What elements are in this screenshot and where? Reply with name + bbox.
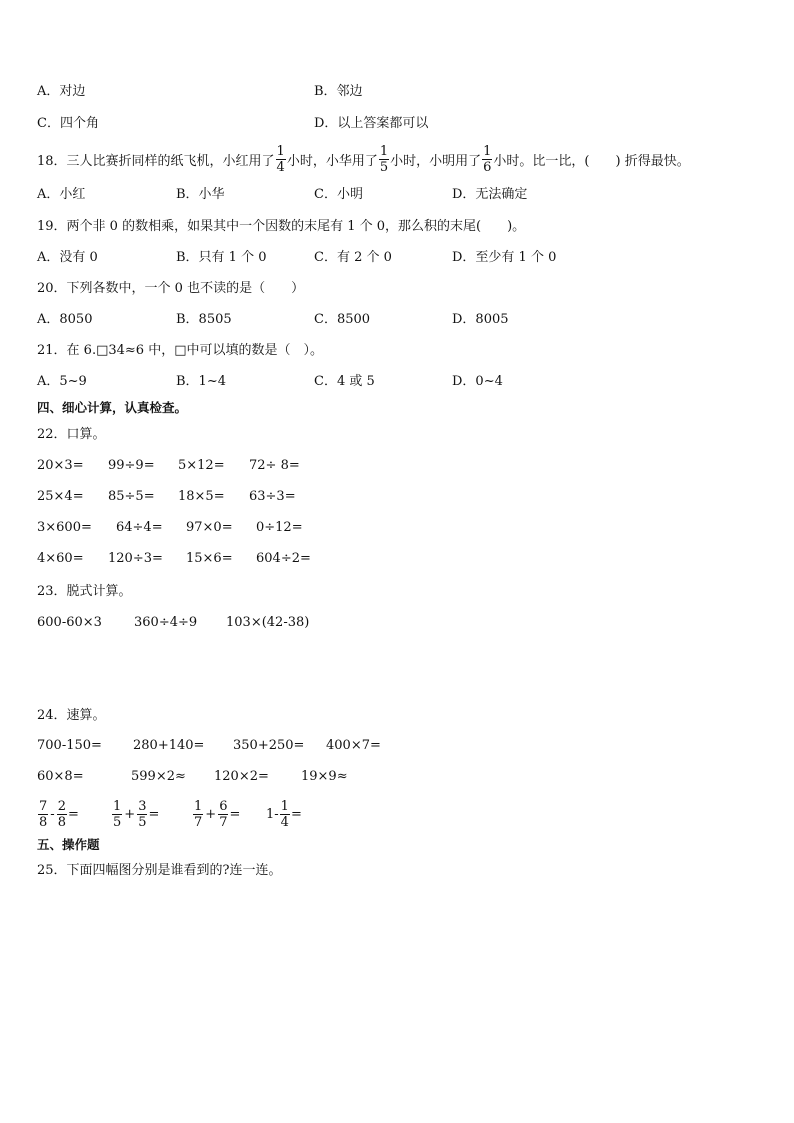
q22-r2-c4: 63÷3= (249, 489, 296, 504)
q20-option-d: D．8005 (452, 312, 509, 327)
q22-r1-c4: 72÷ 8= (249, 458, 300, 473)
q24-r2-c2: 599×2≈ (131, 769, 186, 784)
q24-fraction-2: $\frac{1}{5}$ + $\frac{3}{5}$ = (113, 798, 160, 830)
q18-option-a: A．小红 (37, 187, 86, 202)
q22-r3-c3: 97×0= (186, 520, 233, 535)
q19-option-c: C．有 2 个 0 (314, 250, 392, 265)
q22-r3-c4: 0÷12= (256, 520, 303, 535)
q24-r2-c1: 60×8= (37, 769, 84, 784)
q22-r3-c1: 3×600= (37, 520, 92, 535)
q24-fraction-1: $\frac{7}{8}$ - $\frac{2}{8}$ = (39, 798, 79, 830)
q22-r4-c3: 15×6= (186, 551, 233, 566)
q22-r4-c2: 120÷3= (108, 551, 163, 566)
q21-option-c: C．4 或 5 (314, 374, 375, 389)
q18-option-b: B．小华 (176, 187, 225, 202)
q18-fraction-1: $\frac{1}{4}$ (276, 143, 285, 175)
q24-title: 24．速算。 (37, 708, 106, 723)
q22-r2-c2: 85÷5= (108, 489, 155, 504)
q21-option-b: B．1~4 (176, 374, 226, 389)
q24-fraction-4: 1- $\frac{1}{4}$ = (266, 798, 302, 830)
q23-title: 23．脱式计算。 (37, 584, 132, 599)
section-4-heading: 四、细心计算，认真检查。 (37, 400, 188, 415)
q18-option-c: C．小明 (314, 187, 363, 202)
q18-stem: 18．三人比赛折同样的纸飞机，小红用了 $\frac{1}{4}$ 小时，小华用了 $\frac{1}{5}$ 小时，小明用了 $\frac{1}{6}$ 小时。比一比，( ) 折得最快。 (37, 143, 690, 175)
q24-r1-c1: 700-150= (37, 738, 102, 753)
q24-r1-c3: 350+250= (233, 738, 305, 753)
q24-r1-c2: 280+140= (133, 738, 205, 753)
q22-r1-c1: 20×3= (37, 458, 84, 473)
q21-option-a: A．5~9 (37, 374, 87, 389)
q23-item-1: 600-60×3 (37, 615, 102, 630)
q19-option-b: B．只有 1 个 0 (176, 250, 267, 265)
q17-option-a: A．对边 (37, 84, 86, 99)
q19-stem: 19．两个非 0 的数相乘，如果其中一个因数的末尾有 1 个 0，那么积的末尾( )。 (37, 219, 526, 234)
q24-fraction-3: $\frac{1}{7}$ + $\frac{6}{7}$ = (194, 798, 241, 830)
q22-r1-c2: 99÷9= (108, 458, 155, 473)
q19-option-d: D．至少有 1 个 0 (452, 250, 557, 265)
q19-option-a: A．没有 0 (37, 250, 98, 265)
q24-r2-c4: 19×9≈ (301, 769, 348, 784)
q20-option-a: A．8050 (37, 312, 93, 327)
q17-option-c: C．四个角 (37, 116, 99, 131)
q18-fraction-3: $\frac{1}{6}$ (483, 143, 492, 175)
q22-r1-c3: 5×12= (178, 458, 225, 473)
q17-option-d: D．以上答案都可以 (314, 116, 429, 131)
q22-title: 22．口算。 (37, 427, 106, 442)
q24-r1-c4: 400×7= (326, 738, 381, 753)
q18-fraction-2: $\frac{1}{5}$ (379, 143, 389, 175)
q21-option-d: D．0~4 (452, 374, 503, 389)
q21-stem: 21．在 6.□34≈6 中，□中可以填的数是（ ）。 (37, 343, 323, 358)
q22-r4-c4: 604÷2= (256, 551, 311, 566)
q22-r2-c3: 18×5= (178, 489, 225, 504)
q24-r2-c3: 120×2= (214, 769, 269, 784)
q18-option-d: D．无法确定 (452, 187, 528, 202)
q20-option-b: B．8505 (176, 312, 232, 327)
q20-option-c: C．8500 (314, 312, 371, 327)
q25-stem: 25．下面四幅图分别是谁看到的?连一连。 (37, 863, 282, 878)
q20-stem: 20．下列各数中，一个 0 也不读的是（ ） (37, 281, 305, 296)
section-5-heading: 五、操作题 (37, 837, 100, 852)
q17-option-b: B．邻边 (314, 84, 363, 99)
q23-item-3: 103×(42-38) (226, 615, 310, 630)
q23-item-2: 360÷4÷9 (134, 615, 198, 630)
q22-r2-c1: 25×4= (37, 489, 84, 504)
q22-r3-c2: 64÷4= (116, 520, 163, 535)
q22-r4-c1: 4×60= (37, 551, 84, 566)
